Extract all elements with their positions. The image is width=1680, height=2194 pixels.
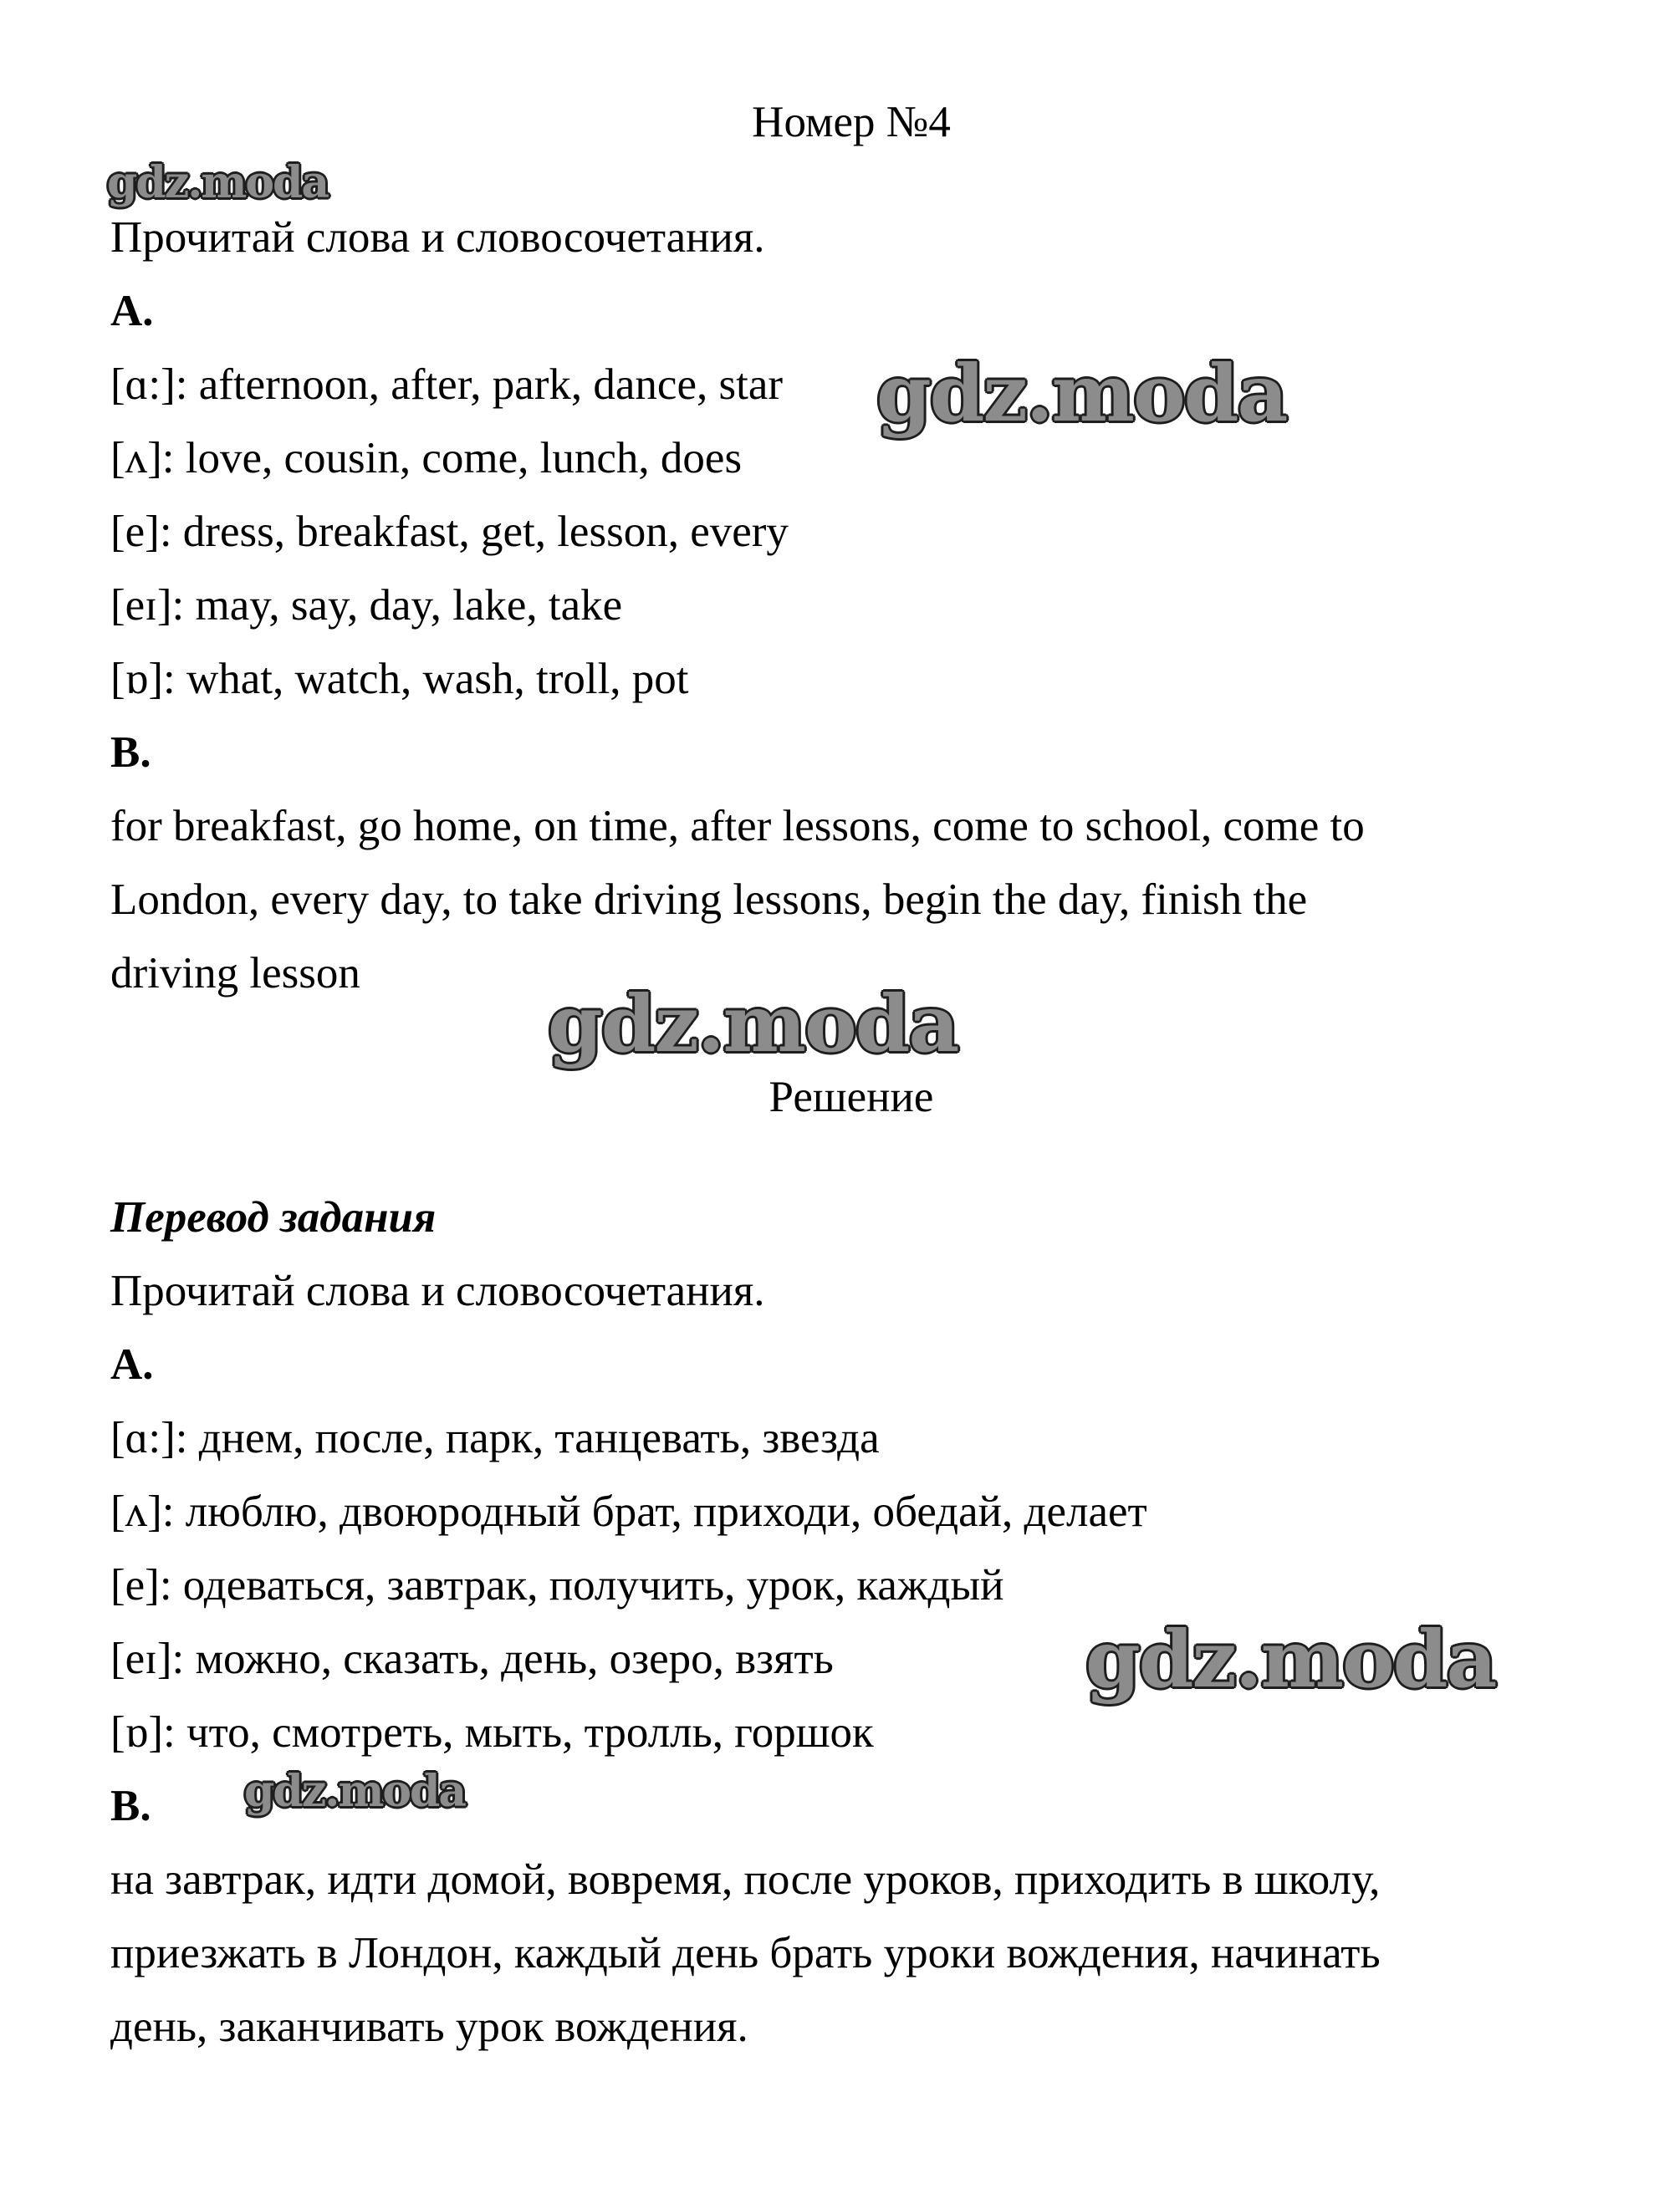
page-title: Номер №4 [752, 98, 951, 146]
watermark-logo: gdz.moda [1085, 1614, 1496, 1706]
translation-b-line-3: день, заканчивать урок вождения. [110, 2003, 748, 2051]
task-section-b-label: B. [110, 728, 151, 777]
task-a-line-1: [ɑ:]: afternoon, after, park, dance, star [110, 360, 784, 409]
watermark-logo: gdz.moda [876, 348, 1287, 440]
translation-section-a-label: A. [110, 1340, 154, 1389]
translation-a-line-4: [eɪ]: можно, сказать, день, озеро, взять [110, 1635, 834, 1683]
task-section-a-label: A. [110, 287, 154, 335]
task-b-line-2: London, every day, to take driving lessons, begin the day, finish the [110, 875, 1308, 924]
watermark-logo: gdz.moda [548, 978, 958, 1070]
solution-label: Решение [769, 1073, 934, 1121]
translation-a-line-2: [ʌ]: люблю, двоюродный брат, приходи, обедай, делает [110, 1487, 1147, 1536]
task-b-line-1: for breakfast, go home, on time, after lessons, come to school, come to [110, 802, 1365, 850]
task-a-line-2: [ʌ]: love, cousin, come, lunch, does [110, 434, 743, 482]
task-b-line-3: driving lesson [110, 949, 360, 998]
translation-a-line-1: [ɑ:]: днем, после, парк, танцевать, звезда [110, 1414, 880, 1462]
translation-a-line-5: [ɒ]: что, смотреть, мыть, тролль, горшок [110, 1708, 874, 1757]
translation-a-line-3: [e]: одеваться, завтрак, получить, урок, каждый [110, 1561, 1004, 1610]
watermark-logo: gdz.moda [244, 1766, 466, 1817]
watermark-logo: gdz.moda [107, 157, 329, 208]
task-instruction: Прочитай слова и словосочетания. [110, 213, 765, 262]
translation-instruction: Прочитай слова и словосочетания. [110, 1267, 765, 1315]
task-a-line-3: [e]: dress, breakfast, get, lesson, every [110, 508, 789, 556]
task-a-line-4: [eɪ]: may, say, day, lake, take [110, 581, 623, 630]
translation-section-b-label: B. [110, 1782, 151, 1830]
translation-b-line-1: на завтрак, идти домой, вовремя, после уроков, приходить в школу, [110, 1855, 1381, 1904]
task-a-line-5: [ɒ]: what, watch, wash, troll, pot [110, 655, 689, 703]
translation-heading: Перевод задания [110, 1193, 437, 1242]
translation-b-line-2: приезжать в Лондон, каждый день брать уроки вождения, начинать [110, 1929, 1381, 1977]
